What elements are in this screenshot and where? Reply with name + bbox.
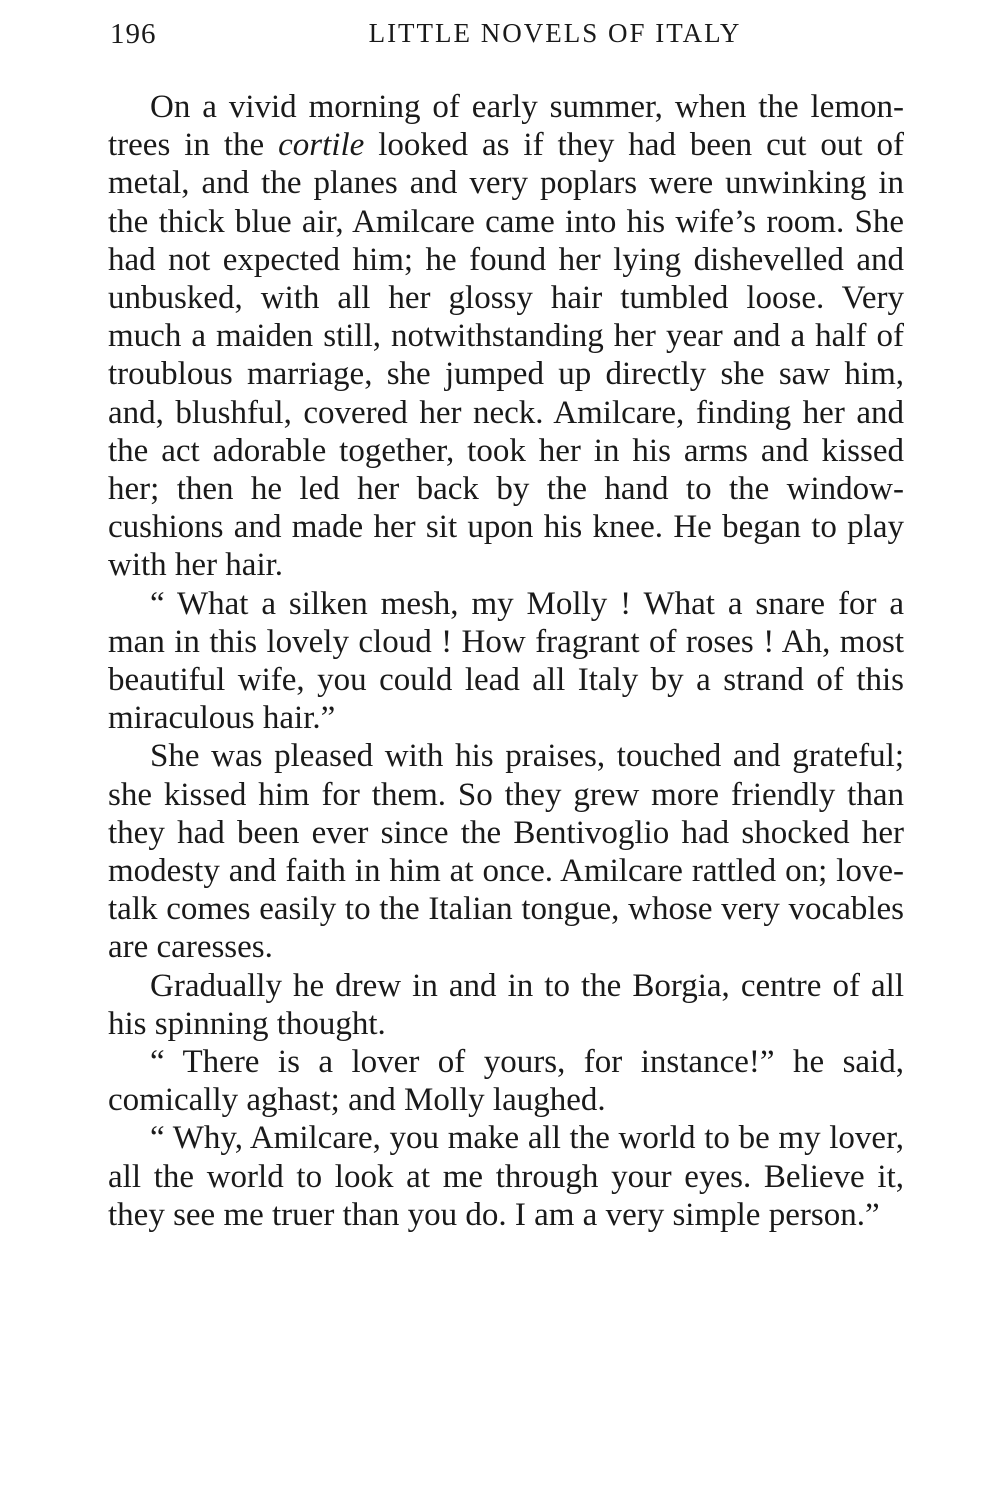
paragraph-1-text-end: looked as if they had been cut out of metal, and the planes and very poplars were unwinking in the thick blue air, Amilcare came into his wife’s room. She had not expected him; he found her lying dishevelled and unbusked, with all her glossy hair tumbled loose. Very much a maiden still, notwithstanding her year and a half of troublous marriage, she jumped up directly she saw him, and, blushful, covered her neck. Amilcare, finding her and the act adorable together, took her in his arms and kissed her; then he led her back by the hand to the window-cushions and made her sit upon his knee. He began to play with her hair.: [108, 127, 904, 584]
italic-word-cortile: cortile: [278, 127, 365, 164]
paragraph-5: “ There is a lover of yours, for instance!” he said, comically aghast; and Molly laughed.: [108, 1044, 904, 1119]
running-title: LITTLE NOVELS OF ITALY: [368, 18, 742, 48]
paragraph-6: “ Why, Amilcare, you make all the world to be my lover, all the world to look at me through your eyes. Believe it, they see me truer than you do. I am a very simple person.”: [108, 1120, 904, 1233]
paragraph-2: “ What a silken mesh, my Molly ! What a snare for a man in this lovely cloud ! How fragrant of roses ! Ah, most beautiful wife, you could lead all Italy by a strand of this miraculous hair.”: [108, 585, 904, 737]
page-number: 196: [110, 18, 157, 50]
paragraph-1: [108, 88, 904, 585]
paragraph-4: Gradually he drew in and in to the Borgia, centre of all his spinning thought.: [108, 967, 904, 1042]
paragraph-1-text-start: On a vivid morning of early summer, when the lemon-trees in the: [108, 89, 904, 164]
paragraph-3: She was pleased with his praises, touched and grateful; she kissed him for them. So they grew more friendly than they had been ever since the Bentivoglio had shocked her modesty and faith in him at once. Amilcare rattled on; love-talk comes easily to the Italian tongue, whose very vocables are caresses.: [108, 738, 904, 966]
running-head: [110, 18, 910, 58]
body-text: [108, 88, 904, 1234]
